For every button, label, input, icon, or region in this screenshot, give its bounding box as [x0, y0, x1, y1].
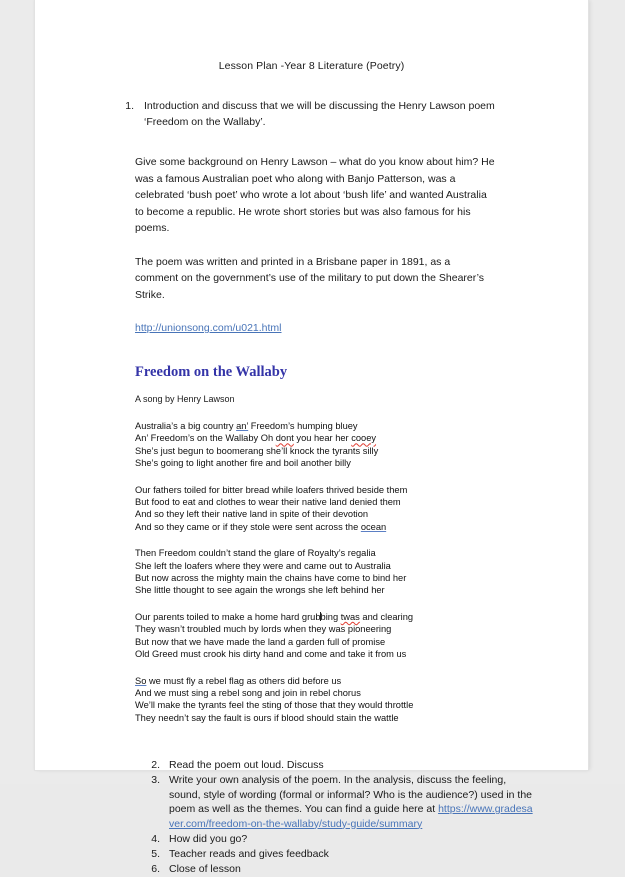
poem-text: They wasn’t troubled much by lords when they was pioneering — [135, 624, 392, 635]
grammar-suggestion: ocean — [360, 521, 387, 532]
list-item — [145, 832, 533, 847]
poem-body — [35, 420, 588, 724]
poem-line — [135, 636, 588, 648]
grammar-suggestion: an’ — [236, 421, 249, 431]
document-title: Lesson Plan -Year 8 Literature (Poetry) — [218, 60, 405, 72]
list-item-text — [169, 773, 533, 831]
list-item-number: 4. — [151, 832, 160, 845]
source-link-line — [35, 320, 588, 336]
list-item — [145, 758, 533, 773]
poem-line — [135, 484, 588, 496]
poem-line — [135, 675, 588, 687]
poem-line — [135, 560, 588, 572]
poem-text: They needn’t say the fault is ours if blood should stain the wattle — [135, 712, 399, 723]
poem-line — [135, 623, 588, 635]
page-content — [35, 0, 588, 877]
task-list — [35, 758, 588, 876]
poem-line — [135, 420, 588, 432]
poem-line — [135, 496, 588, 508]
poem-text: Old Greed must crook his dirty hand and come and take it from us — [135, 649, 407, 660]
poem-text: She’s just begun to boomerang she’ll knock the tyrants silly — [135, 445, 379, 456]
poem-line — [135, 547, 588, 559]
poem-line — [135, 572, 588, 584]
unionsong-link[interactable]: http://unionsong.com/u021.html — [135, 322, 282, 334]
poem-text: An’ Freedom’s on the Wallaby Oh — [135, 433, 276, 444]
poem-text: And we must sing a rebel song and join in rebel chorus — [135, 687, 361, 698]
poem-text: But now that we have made the land a garden full of promise — [135, 636, 386, 647]
poem-title: Freedom on the Wallaby — [135, 364, 288, 380]
poem-line — [135, 699, 588, 711]
list-item-text: How did you go? — [169, 832, 248, 845]
poem-line — [135, 611, 588, 623]
list-item-number: 1. — [125, 100, 134, 112]
poem-line — [135, 445, 588, 457]
list-item-number: 6. — [151, 862, 160, 875]
poem-line — [135, 712, 588, 724]
poem-stanza — [35, 420, 588, 470]
list-item-number: 2. — [151, 759, 160, 772]
poem-text: Australia’s a big country — [135, 421, 237, 431]
poem-text: and clearing — [359, 611, 414, 622]
poem-text: And so they came or if they stole were sent across the — [135, 521, 361, 532]
intro-list — [35, 98, 588, 130]
list-item-body: Write your own analysis of the poem. In the analysis, discuss the feeling, sound, style of wording (formal or informal? Who is the audience?) used in the poem as well as the themes. You can find a guide here at — [169, 774, 533, 816]
poem-text: Freedom’s humping bluey — [248, 421, 358, 431]
poem-line — [135, 648, 588, 660]
poem-text: She left the loafers where they were and came out to Australia — [135, 560, 391, 571]
grammar-suggestion: So — [135, 675, 147, 686]
poem-line — [135, 457, 588, 469]
poem-text: Our parents toiled to make a home hard grub — [135, 611, 321, 622]
poem-line — [135, 521, 588, 533]
list-item-number: 3. — [151, 774, 160, 787]
list-item — [145, 862, 533, 877]
poem-text: And so they left their native land in spite of their devotion — [135, 509, 369, 520]
poem-stanza — [35, 611, 588, 661]
list-item-text: Introduction and discuss that we will be discussing the Henry Lawson poem ‘Freedom on the Wallaby’. — [144, 100, 495, 128]
list-item-text: Close of lesson — [169, 862, 241, 875]
poem-text: We’ll make the tyrants feel the sting of those that they would throttle — [135, 700, 414, 711]
gradesaver-link[interactable]: https://www.gradesaver.com/freedom-on-the-wallaby/study-guide/summary — [169, 803, 533, 830]
list-item-text: Read the poem out loud. Discuss — [169, 759, 324, 772]
poem-line — [135, 508, 588, 520]
poem-text: She little thought to see again the wrongs she left behind her — [135, 585, 385, 596]
poem-stanza — [35, 484, 588, 534]
spelling-error: dont — [275, 433, 294, 444]
background-paragraph: Give some background on Henry Lawson – what do you know about him? He was a famous Australian poet who along with Banjo Patterson, was a celebrated ‘bush poet’ who wrote a lot about ‘bush life’ and wanted Australia to become a republic. He wrote short stories but was also famous for his poems. — [135, 156, 495, 234]
list-item-number: 5. — [151, 847, 160, 860]
poem-text: She’s going to light another fire and boil another billy — [135, 458, 351, 469]
spelling-error: twas — [340, 611, 360, 622]
poem-text: we must fly a rebel flag as others did before us — [146, 675, 342, 686]
poem-text: Then Freedom couldn’t stand the glare of Royalty’s regalia — [135, 548, 376, 559]
poem-line — [135, 687, 588, 699]
context-paragraph: The poem was written and printed in a Brisbane paper in 1891, as a comment on the government’s use of the military to put down the Shearer’s Strike. — [135, 255, 485, 301]
poem-line — [135, 584, 588, 596]
poem-stanza — [35, 675, 588, 725]
poem-text: But food to eat and clothes to wear their native land denied them — [135, 497, 401, 508]
poem-text: But now across the mighty main the chains have come to bind her — [135, 573, 407, 584]
poem-text: you hear her — [293, 433, 352, 444]
list-item — [145, 847, 533, 862]
poem-byline: A song by Henry Lawson — [135, 394, 235, 404]
list-item — [118, 98, 518, 130]
list-item-text: Teacher reads and gives feedback — [169, 847, 329, 860]
spelling-error: cooey — [351, 433, 377, 444]
poem-stanza — [35, 547, 588, 597]
poem-text: Our fathers toiled for bitter bread while loafers thrived beside them — [135, 484, 408, 495]
document-page — [35, 0, 588, 875]
poem-text: bing — [320, 611, 341, 622]
list-item — [145, 773, 533, 831]
poem-line — [135, 432, 588, 444]
